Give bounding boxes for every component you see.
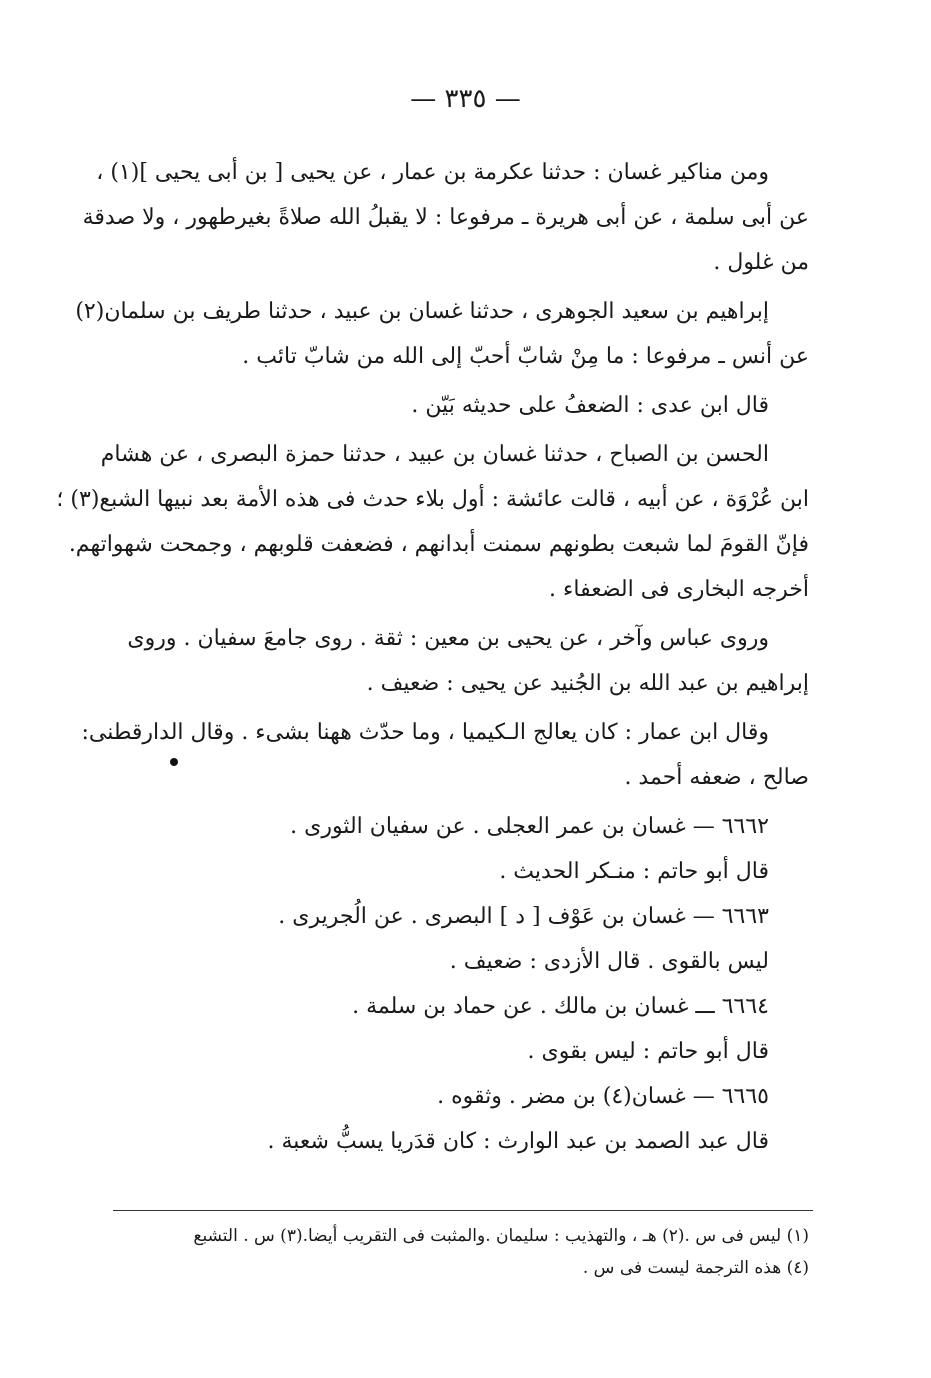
entry-line: ٦٦٦٤ ـــ غسان بن مالك . عن حماد بن سلمة .: [352, 994, 769, 1019]
ink-dot: [170, 758, 178, 766]
paragraph: [119, 616, 809, 706]
paragraph: [56, 432, 809, 612]
text-line: عن أبى سلمة ، عن أبى هريرة ـ مرفوعا : لا يقبلُ الله صلاةً بغيرطهور ، ولا صدقة: [82, 205, 809, 230]
footnote-line: (٤) هذه الترجمة ليست فى س .: [582, 1258, 809, 1278]
text-line: ابن عُرْوَة ، عن أبيه ، قالت عائشة : أول بلاء حدث فى هذه الأمة بعد نبيها الشبع(٣) ؛: [56, 487, 809, 512]
entry-line: قال عبد الصمد بن عبد الوارث : كان قدَريا يسبُّ شعبة .: [267, 1129, 769, 1154]
entries: [119, 804, 809, 1164]
entry-line: ٦٦٦٥ — غسان(٤) بن مضر . وثقوه .: [437, 1084, 769, 1109]
footnotes: [119, 1220, 809, 1284]
page-number: — ٣٣٥ —: [410, 84, 521, 114]
footnote-divider: [113, 1210, 813, 1211]
paragraph: [119, 383, 809, 428]
text-line: إبراهيم بن عبد الله بن الجُنيد عن يحيى : ضعيف .: [366, 671, 809, 696]
paragraph: [81, 710, 809, 800]
text-line: من غلول .: [713, 250, 809, 275]
text-line: الحسن بن الصباح ، حدثنا غسان بن عبيد ، حدثنا حمزة البصرى ، عن هشام: [100, 442, 769, 467]
text-line: إبراهيم بن سعيد الجوهرى ، حدثنا غسان بن عبيد ، حدثنا طريف بن سلمان(٢): [75, 299, 769, 324]
entry-line: ليس بالقوى . قال الأزدى : ضعيف .: [449, 949, 769, 974]
footnote-line: (١) ليس فى س .(٢) هـ ، والتهذيب : سليمان .والمثبت فى التقريب أيضا.(٣) س . التشبع: [193, 1226, 809, 1246]
entry-line: ٦٦٦٢ — غسان بن عمر العجلى . عن سفيان الثورى .: [290, 814, 769, 839]
entry-line: قال أبو حاتم : منـكر الحديث .: [499, 859, 769, 884]
text-line: وقال ابن عمار : كان يعالج الـكيميا ، وما حدّث ههنا بشىء . وقال الدارقطنى:: [81, 720, 769, 745]
text-line: صالح ، ضعفه أحمد .: [624, 765, 809, 790]
text-line: أخرجه البخارى فى الضعفاء .: [549, 577, 809, 602]
text-line: وروى عباس وآخر ، عن يحيى بن معين : ثقة . روى جامعَ سفيان . وروى: [127, 626, 769, 651]
text-line: قال ابن عدى : الضعفُ على حديثه بَيّن .: [411, 393, 769, 418]
text-line: ومن مناكير غسان : حدثنا عكرمة بن عمار ، عن يحيى [ بن أبى يحيى ](١) ،: [96, 160, 769, 185]
text-line: عن أنس ـ مرفوعا : ما مِنْ شابّ أحبّ إلى الله من شابّ تائب .: [242, 344, 809, 369]
paragraph: [82, 150, 809, 285]
main-text: [56, 150, 809, 1168]
text-line: فإنّ القومَ لما شبعت بطونهم سمنت أبدانهم ، فضعفت قلوبهم ، وجمحت شهواتهم.: [68, 532, 809, 557]
entry-line: قال أبو حاتم : ليس بقوى .: [527, 1039, 769, 1064]
paragraph: [75, 289, 809, 379]
entry-line: ٦٦٦٣ — غسان بن عَوْف [ د ] البصرى . عن الُجريرى .: [278, 904, 769, 929]
